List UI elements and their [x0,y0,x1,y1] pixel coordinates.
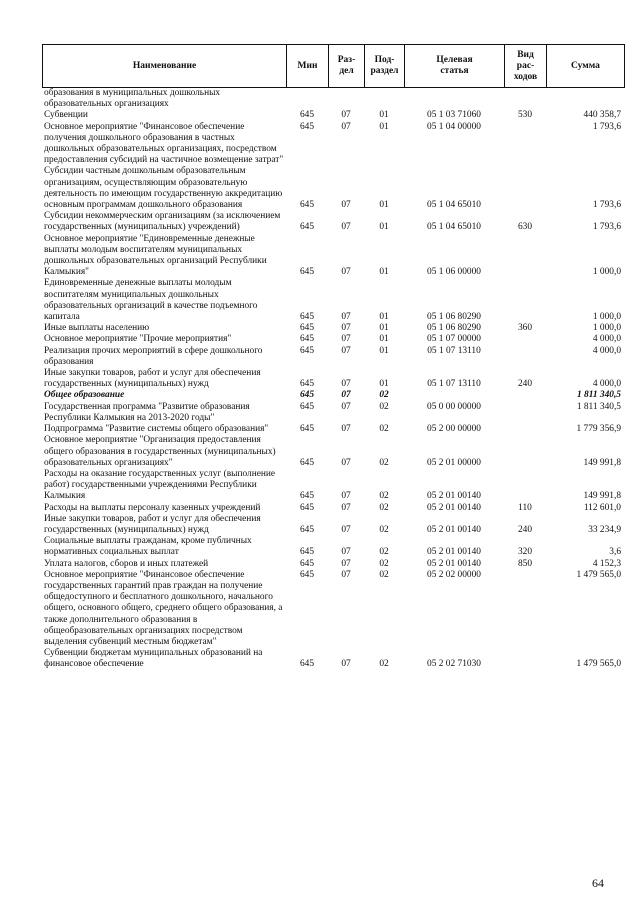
cell-razdel: 07 [341,110,351,121]
cell-podrazdel: 01 [379,110,389,121]
cell-min: 645 [299,547,315,558]
table-row [42,536,624,558]
header-min: Мин [287,45,329,88]
cell-celevaya: 05 2 00 00000 [427,424,481,435]
table-row [42,323,624,334]
cell-vid [504,390,546,401]
cell-razdel: 07 [341,200,351,211]
cell-vid [504,122,546,167]
cell-celevaya: 05 1 07 13110 [427,379,481,390]
cell-razdel: 07 [341,312,351,323]
cell-summa: 4 000,0 [592,334,621,345]
cell-min: 645 [299,390,315,401]
cell-razdel: 07 [341,390,351,401]
table-row [42,346,624,368]
table-row [42,334,624,345]
cell-razdel: 07 [341,659,351,670]
cell-celevaya: 05 0 00 00000 [427,401,481,412]
cell-vid [504,648,546,670]
header-podrazdel: Под- раздел [365,45,405,88]
cell-summa: 1 479 565,0 [576,569,621,580]
cell-name: Иные выплаты населению [44,323,150,334]
table-row [42,559,624,570]
cell-vid [504,334,546,345]
cell-min: 645 [299,312,315,323]
cell-summa: 33 234,9 [588,524,621,535]
table-row [42,435,624,469]
cell-name: Расходы на выплаты персоналу казенных учреждений [44,502,261,513]
cell-celevaya: 05 2 01 00140 [427,491,481,502]
cell-name: Реализация прочих мероприятий в сфере дошкольного образования [44,345,263,367]
cell-vid: 110 [518,502,532,513]
cell-podrazdel: 01 [379,312,389,323]
cell-razdel: 07 [341,524,351,535]
cell-name: Иные закупки товаров, работ и услуг для обеспечения государственных (муниципальных) нужд [44,513,261,535]
cell-podrazdel: 01 [379,200,389,211]
cell-min: 645 [299,424,315,435]
cell-name: Основное мероприятие "Финансовое обеспечение получения дошкольного образования в частных дошкольных образовательных организациях, посредством предоставления субсидий на частичное возмещение затрат" [44,121,284,166]
cell-name: Основное мероприятие "Финансовое обеспечение государственных гарантий прав граждан на получение общедоступного и бесплатного дошкольного, начального общего, основного общего, среднего общего образования, а также дополнительного образования в общеобразовательных организациях посредством выделения субвенций местным бюджетам" [44,569,283,647]
cell-name: Иные закупки товаров, работ и услуг для обеспечения государственных (муниципальных) нужд [44,368,261,390]
cell-podrazdel: 02 [379,569,389,580]
header-name: Наименование [43,45,287,88]
table-header [42,44,625,88]
cell-summa [546,88,624,110]
cell-podrazdel: 02 [379,502,389,513]
cell-celevaya: 05 1 07 13110 [427,345,481,356]
cell-name: Социальные выплаты гражданам, кроме публичных нормативных социальных выплат [44,536,252,558]
cell-summa: 149 991,8 [583,457,621,468]
cell-min: 645 [299,379,315,390]
cell-name: Государственная программа "Развитие образования Республики Калмыкия на 2013-2020 годы" [44,401,250,423]
cell-min: 645 [299,457,315,468]
cell-razdel: 07 [341,379,351,390]
cell-name: Общее образование [44,390,125,401]
cell-summa: 149 991,8 [583,491,621,502]
cell-podrazdel: 02 [379,390,389,401]
cell-min: 645 [299,502,315,513]
cell-celevaya: 05 1 04 00000 [427,121,481,132]
table-row [42,514,624,536]
cell-vid [504,402,546,424]
cell-min: 645 [299,222,315,233]
cell-summa: 1 793,6 [592,200,621,211]
cell-razdel: 07 [341,267,351,278]
cell-vid: 320 [517,547,533,558]
cell-razdel [328,88,364,110]
cell-celevaya: 05 1 06 80290 [427,312,481,323]
cell-razdel: 07 [341,558,351,569]
cell-summa: 4 152,3 [592,558,621,569]
page-number: 64 [592,876,604,890]
cell-min: 645 [299,558,315,569]
cell-min: 645 [299,121,315,132]
table-row [42,402,624,424]
cell-vid [504,88,546,110]
cell-summa: 1 000,0 [592,323,621,334]
cell-summa: 3,6 [609,547,621,558]
cell-podrazdel: 02 [379,491,389,502]
cell-celevaya: 05 2 02 00000 [427,569,481,580]
cell-summa: 440 358,7 [583,110,621,121]
cell-vid [504,346,546,368]
cell-name: Субсидии некоммерческим организациям (за исключением государственных (муниципальных) учреждений) [44,211,281,233]
cell-vid [504,278,546,323]
cell-podrazdel: 01 [379,121,389,132]
cell-min: 645 [299,569,315,580]
cell-razdel: 07 [341,569,351,580]
table-row [42,88,624,110]
cell-vid [504,469,546,503]
cell-celevaya: 05 1 06 00000 [427,267,481,278]
cell-name: Расходы на оказание государственных услуг (выполнение работ) государственными учреждениями Республики Калмыкия [44,468,276,502]
cell-podrazdel: 01 [379,379,389,390]
cell-name: Субсидии частным дошкольным образовательным организациям, осуществляющим образовательную деятельность по имеющим государственную аккредитацию основным программам дошкольного образования [44,166,283,211]
cell-celevaya: 05 1 04 65010 [427,200,481,211]
cell-razdel: 07 [341,323,351,334]
table-row [42,368,624,390]
cell-min [286,88,328,110]
cell-summa: 4 000,0 [592,379,621,390]
cell-podrazdel: 01 [379,345,389,356]
cell-name: Единовременные денежные выплаты молодым воспитателям муниципальных дошкольных образовательных организаций в качестве подъемного капитала [44,278,258,323]
cell-celevaya: 05 2 01 00140 [427,524,481,535]
cell-vid: 360 [517,323,533,334]
cell-celevaya: 05 2 01 00000 [427,457,481,468]
table-row [42,424,624,435]
cell-razdel: 07 [341,491,351,502]
cell-summa: 1 811 340,5 [576,390,621,401]
cell-min: 645 [299,345,315,356]
cell-summa: 1 793,6 [592,121,621,132]
cell-celevaya: 05 2 01 00140 [427,502,481,513]
cell-min: 645 [299,323,315,334]
cell-vid: 630 [517,222,533,233]
cell-summa: 1 000,0 [592,312,621,323]
header-vid: Вид рас- ходов [505,45,547,88]
cell-vid [504,234,546,279]
budget-table-sheet [42,44,624,671]
cell-summa: 112 601,0 [583,502,621,513]
cell-podrazdel: 02 [379,424,389,435]
cell-celevaya: 05 1 06 80290 [427,323,481,334]
cell-celevaya: 05 1 04 65010 [427,222,481,233]
cell-vid: 240 [517,379,533,390]
cell-summa: 1 779 356,9 [576,424,621,435]
cell-celevaya [404,390,504,401]
table-row [42,503,624,514]
table-body [42,88,624,671]
table-row [42,122,624,167]
cell-name: Основное мероприятие "Организация предоставления общего образования в государственных (муниципальных) образовательных организациях" [44,435,276,468]
cell-min: 645 [299,267,315,278]
table-row [42,469,624,503]
cell-name: Подпрограмма "Развитие системы общего образования" [44,424,269,435]
cell-vid: 850 [517,558,533,569]
cell-podrazdel: 02 [379,547,389,558]
cell-celevaya: 05 2 02 71030 [427,659,481,670]
cell-min: 645 [299,524,315,535]
cell-celevaya: 05 1 03 71060 [427,110,481,121]
cell-name: Субвенции бюджетам муниципальных образований на финансовое обеспечение [44,648,263,670]
cell-vid: 530 [517,110,533,121]
cell-razdel: 07 [341,345,351,356]
cell-podrazdel: 02 [379,457,389,468]
cell-min: 645 [299,334,315,345]
header-razdel: Раз- дел [329,45,365,88]
cell-podrazdel: 01 [379,334,389,345]
cell-min: 645 [299,491,315,502]
cell-celevaya: 05 2 01 00140 [427,558,481,569]
header-summa: Сумма [547,45,625,88]
cell-name: Основное мероприятие "Единовременные денежные выплаты молодым воспитателям муниципальных дошкольных образовательных организаций Республики Калмыкия" [44,233,267,278]
cell-celevaya: 05 2 01 00140 [427,547,481,558]
cell-podrazdel [364,88,404,110]
cell-name: Основное мероприятие "Прочие мероприятия" [44,334,232,345]
cell-vid [504,424,546,435]
table-row [42,234,624,279]
cell-podrazdel: 01 [379,267,389,278]
table-row [42,110,624,121]
cell-razdel: 07 [341,547,351,558]
table-row [42,166,624,211]
cell-razdel: 07 [341,502,351,513]
cell-summa: 1 811 340,5 [576,401,621,412]
cell-razdel: 07 [341,401,351,412]
cell-razdel: 07 [341,424,351,435]
cell-summa: 1 793,6 [592,222,621,233]
cell-vid [504,435,546,469]
table-row [42,211,624,233]
cell-summa: 1 000,0 [592,267,621,278]
header-celevaya: Целевая статья [405,45,505,88]
cell-podrazdel: 02 [379,558,389,569]
cell-name: Уплата налогов, сборов и иных платежей [44,558,209,569]
cell-razdel: 07 [341,334,351,345]
table-row [42,390,624,401]
cell-name: образования в муниципальных дошкольных образовательных организациях [44,88,221,110]
cell-celevaya [404,88,504,110]
cell-podrazdel: 02 [379,401,389,412]
cell-min: 645 [299,401,315,412]
cell-podrazdel: 02 [379,524,389,535]
cell-summa: 1 479 565,0 [576,659,621,670]
cell-razdel: 07 [341,121,351,132]
cell-celevaya: 05 1 07 00000 [427,334,481,345]
cell-min: 645 [299,200,315,211]
cell-razdel: 07 [341,222,351,233]
cell-podrazdel: 02 [379,659,389,670]
cell-summa: 4 000,0 [592,345,621,356]
cell-podrazdel: 01 [379,323,389,334]
cell-name: Субвенции [44,110,88,121]
cell-vid [504,570,546,648]
cell-min: 645 [299,659,315,670]
cell-podrazdel: 01 [379,222,389,233]
table-row [42,570,624,648]
cell-razdel: 07 [341,457,351,468]
cell-min: 645 [299,110,315,121]
cell-vid: 240 [517,524,533,535]
table-row [42,648,624,670]
cell-vid [504,166,546,211]
table-row [42,278,624,323]
